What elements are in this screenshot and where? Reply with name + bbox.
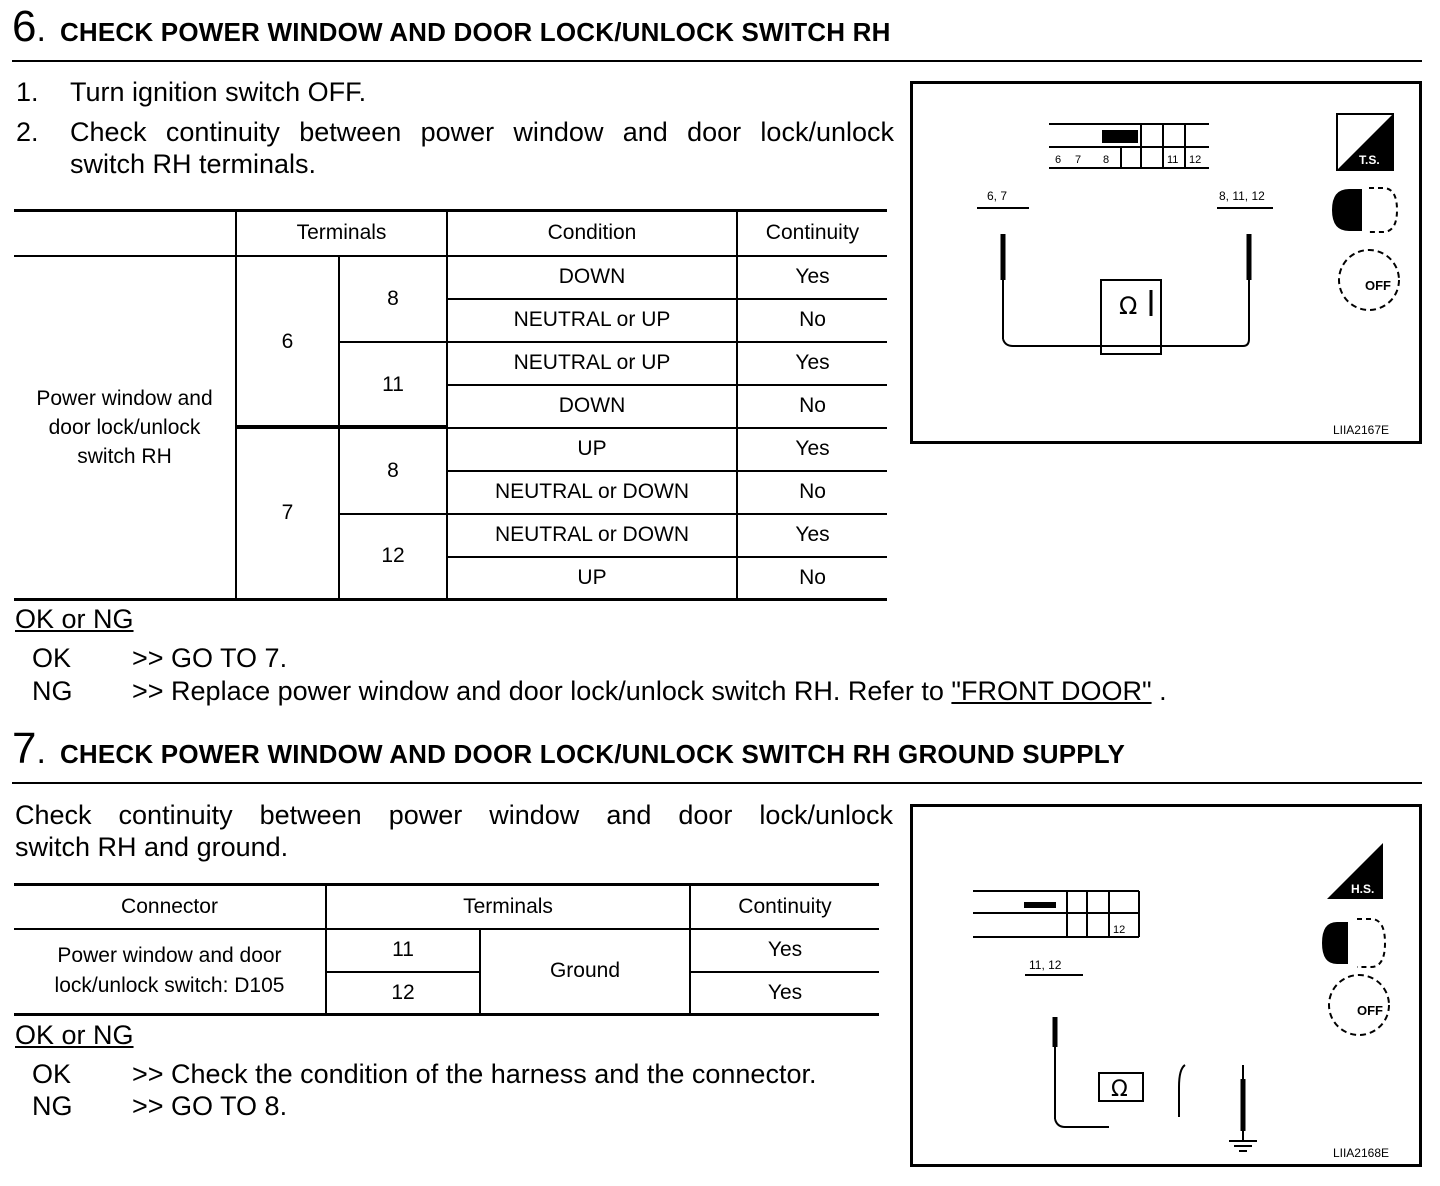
step7-continuity-cell: Yes <box>690 929 879 972</box>
step7-connector-line: lock/unlock switch: D105 <box>54 974 285 998</box>
connector-pin-label: 7 <box>1075 154 1082 166</box>
step7-header-terminals: Terminals <box>326 885 690 929</box>
step6-instruction-2-num: 2. <box>16 117 39 147</box>
step6-header <box>12 2 891 52</box>
step7-instruction <box>15 799 893 863</box>
step6-header-terminals: Terminals <box>236 211 447 256</box>
step7-figure-diagram <box>913 807 1419 1164</box>
step6-ok-or-ng: OK or NG <box>15 604 134 634</box>
step6-condition-cell: NEUTRAL or DOWN <box>447 471 737 514</box>
step7-instruction-line2: switch RH and ground. <box>15 832 289 862</box>
step6-number: 6 <box>12 2 37 51</box>
step6-continuity-cell: Yes <box>737 514 887 557</box>
connector-pin-label: 6 <box>1055 154 1062 166</box>
step7-ng-text: >> GO TO 8. <box>132 1091 288 1121</box>
step6-ng-text: >> Replace power window and door lock/unlock switch RH. Refer to <box>132 676 952 706</box>
step6-ng-result <box>14 676 1167 707</box>
step6-continuity-table <box>14 209 887 601</box>
ground-icon <box>1229 1141 1257 1151</box>
step6-instruction-2-line2: switch RH terminals. <box>70 149 317 179</box>
step6-figure-code: LIIA2167E <box>1332 423 1389 437</box>
probe-label-right: 8, 11, 12 <box>1219 189 1265 203</box>
step6-figure-diagram <box>913 84 1419 441</box>
step6-terminal-7: 7 <box>236 428 339 600</box>
step7-title: CHECK POWER WINDOW AND DOOR LOCK/UNLOCK SWITCH RH GROUND SUPPLY <box>59 739 1126 769</box>
step6-header-condition: Condition <box>447 211 737 256</box>
step6-instruction-1-num: 1. <box>16 77 39 107</box>
step7-ok-text: >> Check the condition of the harness and the connector. <box>132 1059 817 1089</box>
step6-ng-tail: . <box>1151 676 1167 706</box>
step6-condition-cell: NEUTRAL or DOWN <box>447 514 737 557</box>
step6-dot: . <box>36 11 46 49</box>
step7-figure <box>910 804 1422 1167</box>
step7-ng-result <box>14 1091 287 1122</box>
step7-dot: . <box>36 733 46 771</box>
step6-terminal-6: 6 <box>236 256 339 428</box>
step6-condition-cell: NEUTRAL or UP <box>447 342 737 385</box>
step6-continuity-cell: Yes <box>737 342 887 385</box>
step6-header-continuity: Continuity <box>737 211 887 256</box>
step6-condition-cell: UP <box>447 428 737 471</box>
step6-ok-label: OK <box>32 643 72 673</box>
step7-ng-label: NG <box>32 1091 73 1121</box>
ohm-symbol: Ω <box>1111 1077 1128 1102</box>
step7-header <box>12 724 1125 774</box>
ts-badge-text: T.S. <box>1359 153 1380 167</box>
ohm-symbol: Ω <box>1119 292 1138 320</box>
step6-continuity-cell: No <box>737 299 887 342</box>
step6-ok-result <box>14 643 287 674</box>
step6-terminal-8b: 8 <box>339 428 447 514</box>
step6-component-line: door lock/unlock <box>48 415 201 439</box>
connector-icon <box>1049 124 1209 168</box>
step6-condition-cell: UP <box>447 557 737 600</box>
step7-ok-or-ng: OK or NG <box>15 1020 134 1050</box>
step6-continuity-cell: No <box>737 471 887 514</box>
step6-group-divider <box>236 425 447 427</box>
step6-instruction-2-line1: Check continuity between power window and door lock/unlock <box>70 117 894 147</box>
probe-label: 11, 12 <box>1029 958 1062 972</box>
step7-ground-cell: Ground <box>480 929 690 1015</box>
step6-ok-text: >> GO TO 7. <box>132 643 288 673</box>
step7-rule <box>12 782 1422 784</box>
step7-number: 7 <box>12 724 37 773</box>
step7-terminal-cell: 12 <box>326 972 480 1015</box>
step6-continuity-cell: Yes <box>737 428 887 471</box>
step6-continuity-cell: Yes <box>737 256 887 299</box>
step6-condition-cell: DOWN <box>447 256 737 299</box>
step6-continuity-cell: No <box>737 557 887 600</box>
connector-disconnect-icon <box>1333 188 1397 232</box>
step7-ok-label: OK <box>32 1059 72 1089</box>
step7-figure-code: LIIA2168E <box>1332 1146 1389 1160</box>
step6-component-line: Power window and <box>36 386 213 410</box>
step7-connector-line: Power window and door <box>57 944 282 968</box>
connector-pin-label: 12 <box>1113 924 1126 936</box>
front-door-link[interactable]: "FRONT DOOR" <box>951 676 1152 706</box>
step6-ng-label: NG <box>32 676 73 706</box>
step7-continuity-cell: Yes <box>690 972 879 1015</box>
step7-ok-result <box>14 1059 816 1090</box>
step6-terminal-11: 11 <box>339 342 447 428</box>
step6-instruction-1-text: Turn ignition switch OFF. <box>70 77 367 107</box>
connector-pin-label: 8 <box>1103 154 1110 166</box>
step6-condition-cell: DOWN <box>447 385 737 428</box>
step6-terminal-8: 8 <box>339 256 447 342</box>
step7-header-connector: Connector <box>14 885 326 929</box>
hs-badge-text: H.S. <box>1351 882 1375 896</box>
step7-connector-cell <box>14 929 326 1015</box>
connector-pin-label: 12 <box>1189 154 1202 166</box>
step7-instruction-line1: Check continuity between power window and door lock/unlock <box>15 800 893 830</box>
step7-continuity-table <box>14 883 879 1016</box>
tester-probe-icon <box>1003 234 1249 346</box>
connector-pin-label: 11 <box>1167 154 1179 166</box>
step6-rule <box>12 60 1422 62</box>
step6-corner-cell <box>14 211 236 256</box>
ignition-off-label: OFF <box>1357 1003 1383 1018</box>
step6-instruction-1 <box>16 76 366 108</box>
step6-component-line: switch RH <box>77 444 172 468</box>
step6-instruction-2 <box>16 116 894 180</box>
step6-figure <box>910 81 1422 444</box>
step6-terminal-12: 12 <box>339 514 447 600</box>
step6-title: CHECK POWER WINDOW AND DOOR LOCK/UNLOCK SWITCH RH <box>59 17 891 47</box>
step7-header-continuity: Continuity <box>690 885 879 929</box>
ignition-off-label: OFF <box>1365 278 1391 293</box>
step7-terminal-cell: 11 <box>326 929 480 972</box>
step6-component-cell <box>14 256 236 600</box>
step6-continuity-cell: No <box>737 385 887 428</box>
step6-condition-cell: NEUTRAL or UP <box>447 299 737 342</box>
connector-disconnect-icon <box>1323 919 1385 967</box>
tester-probe-icon <box>1055 1017 1243 1141</box>
probe-label-left: 6, 7 <box>987 189 1008 203</box>
